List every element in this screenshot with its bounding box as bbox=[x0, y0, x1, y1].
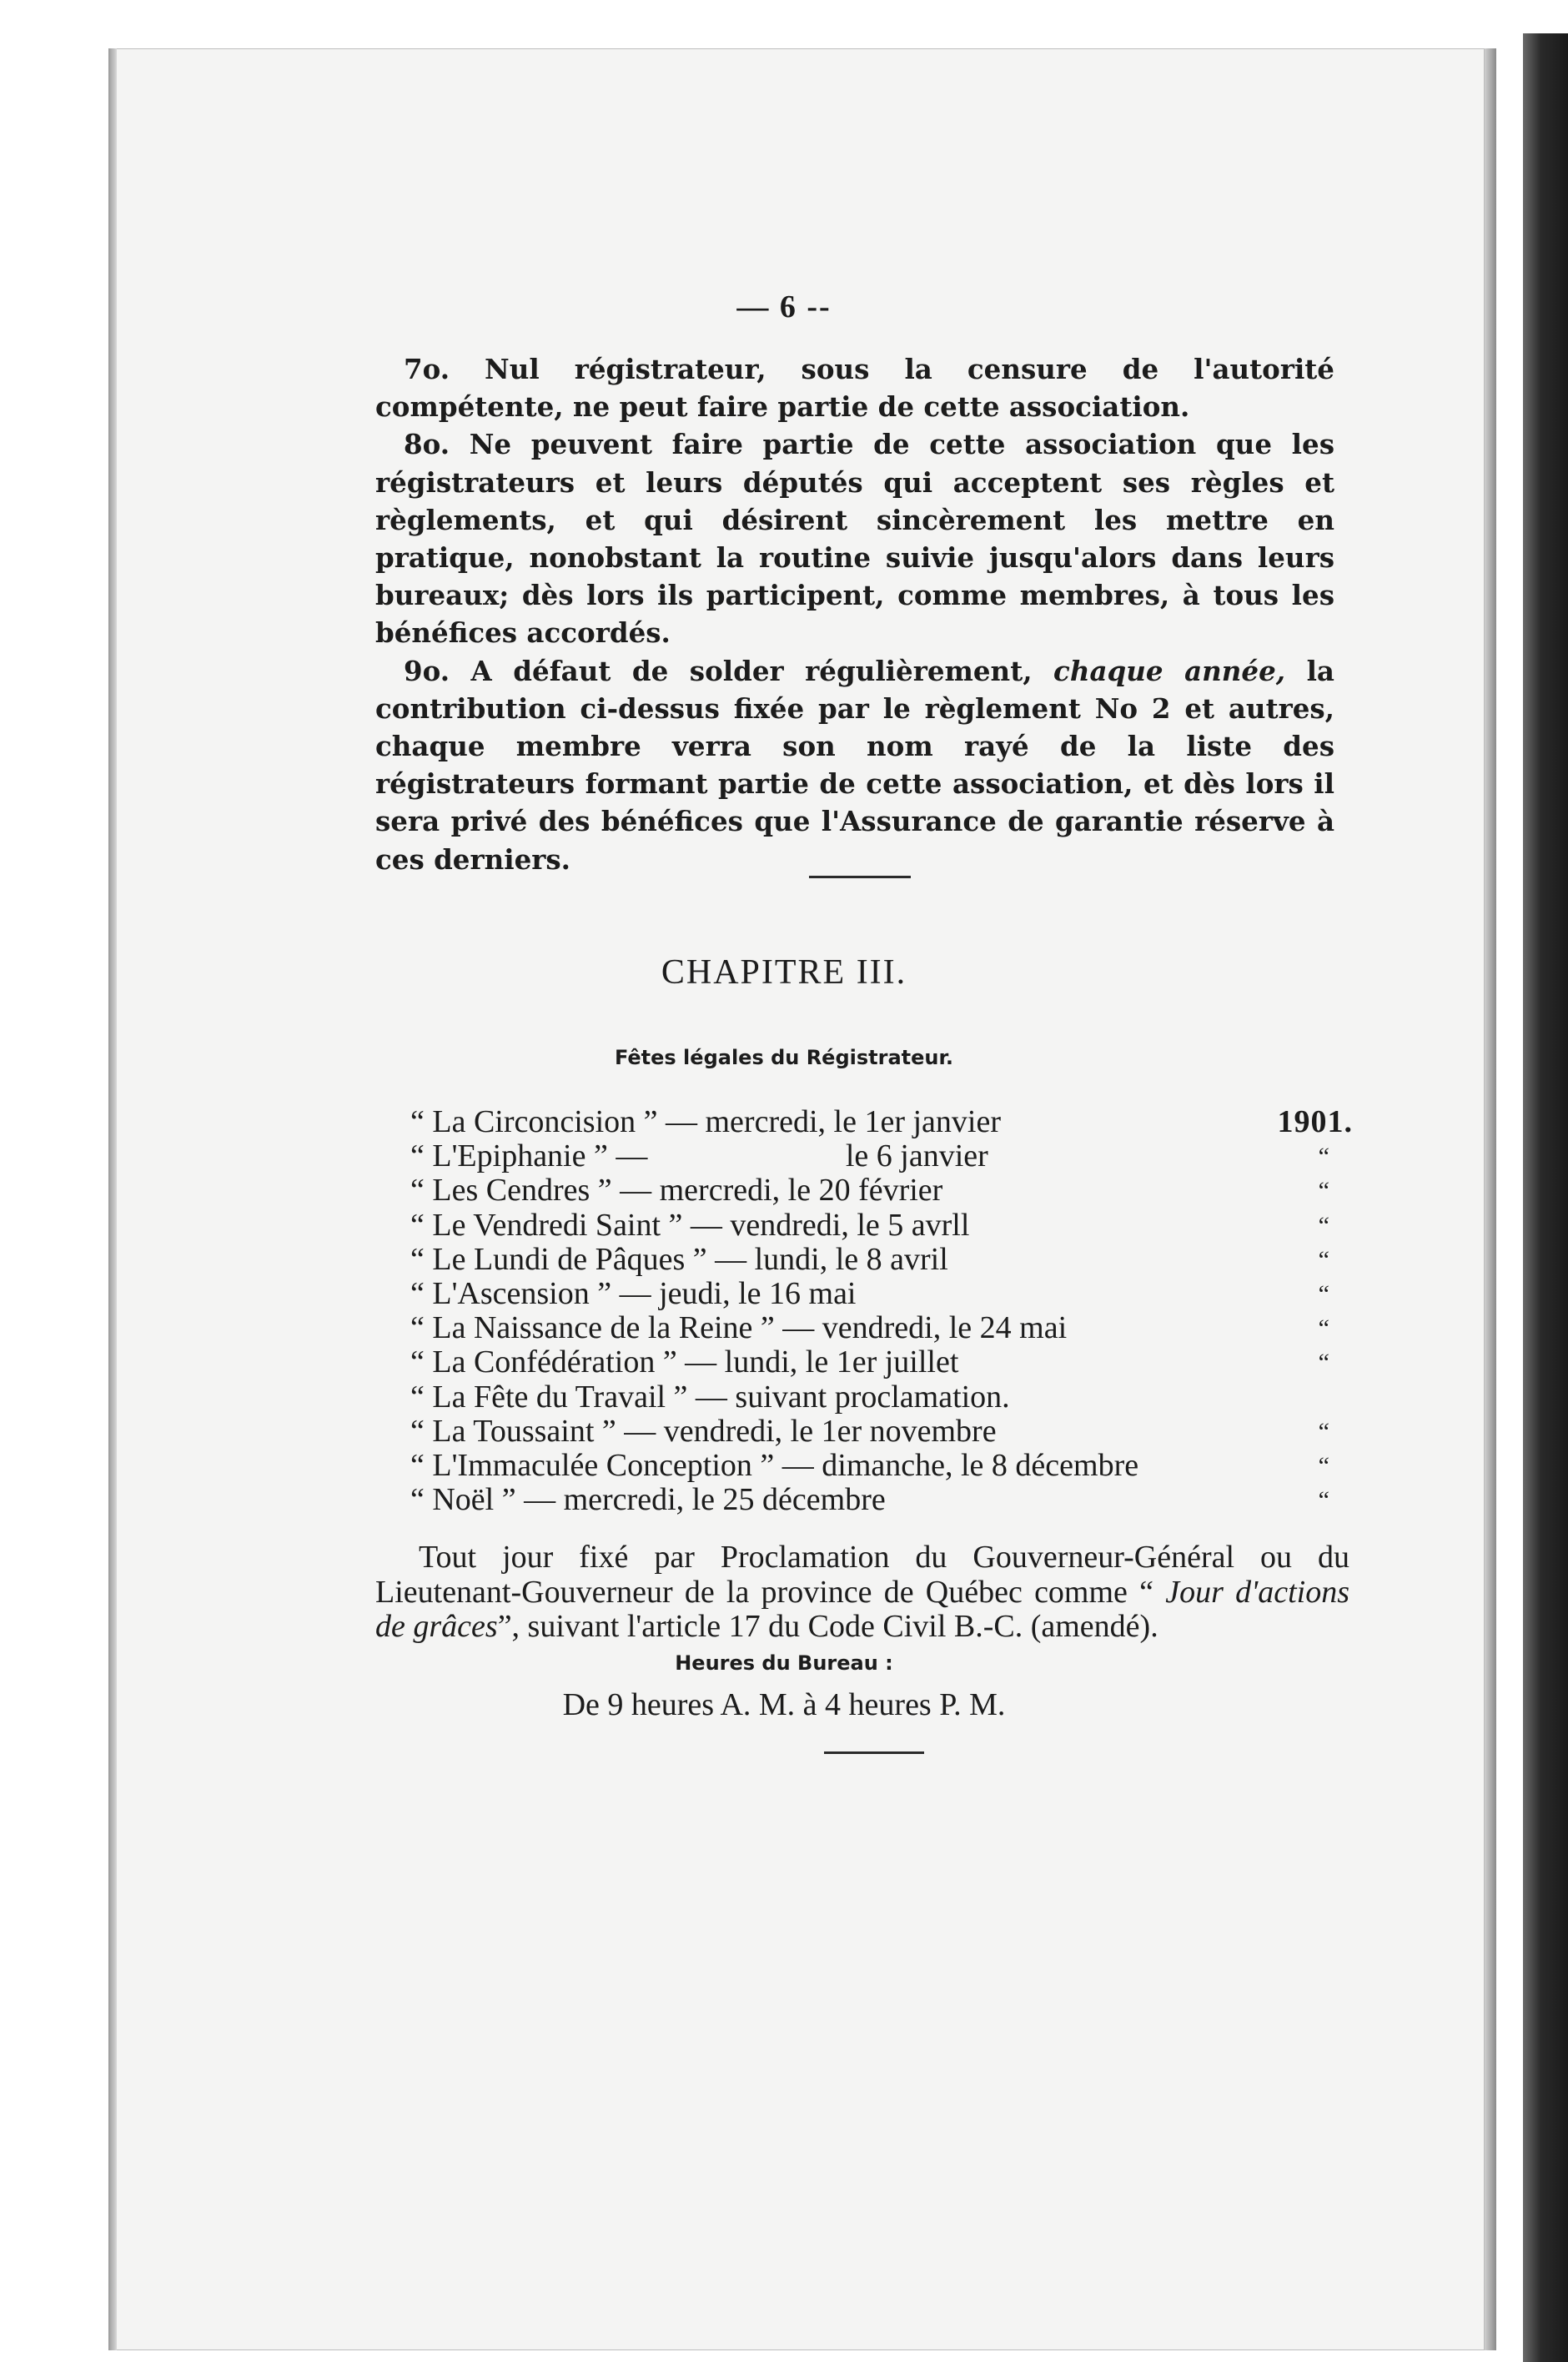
sheet-right-edge bbox=[1485, 48, 1496, 2350]
holiday-row bbox=[410, 1173, 1353, 1208]
ditto-mark: “ bbox=[1318, 1245, 1329, 1274]
holiday-label: “ La Toussaint ” — vendredi, le 1er novembre bbox=[410, 1413, 997, 1449]
holiday-label: “ L'Immaculée Conception ” — dimanche, le 8 décembre bbox=[410, 1447, 1139, 1483]
page-number: — 6 -- bbox=[736, 289, 832, 324]
articles-block bbox=[375, 350, 1334, 878]
chapter-subtitle: Fêtes légales du Régistrateur. bbox=[614, 1046, 954, 1069]
holiday-row bbox=[410, 1415, 1353, 1449]
proclamation-before: Tout jour fixé par Proclamation du Gouverneur-Général ou du Lieutenant-Gouverneur de la province de Québec comme “ bbox=[375, 1540, 1349, 1610]
ditto-mark: “ bbox=[1318, 1177, 1329, 1205]
article-7: 7o. Nul régistrateur, sous la censure de l'autorité compétente, ne peut faire partie de cette association. bbox=[375, 353, 1334, 424]
holiday-label: “ Le Lundi de Pâques ” — lundi, le 8 avril bbox=[410, 1241, 948, 1277]
holiday-row bbox=[410, 1483, 1353, 1517]
holiday-row bbox=[410, 1345, 1353, 1380]
holiday-row bbox=[410, 1139, 1353, 1173]
scan-binding-shadow bbox=[1523, 33, 1568, 2362]
office-hours-heading: Heures du Bureau : bbox=[675, 1651, 893, 1675]
holiday-label: “ Noël ” — mercredi, le 25 décembre bbox=[410, 1482, 886, 1518]
ditto-mark: “ bbox=[1318, 1279, 1329, 1308]
holiday-row bbox=[410, 1449, 1353, 1483]
article-8: 8o. Ne peuvent faire partie de cette association que les régistrateurs et leurs députés qui acceptent ses règles et règlements, et qui désirent sincèrement les mettre en pratique, nonobstant la routine suivie jusqu'alors dans leurs bureaux; dès lors ils participent, comme membres, à tous les bénéfices accordés. bbox=[375, 428, 1334, 650]
sheet-left-edge bbox=[108, 48, 117, 2350]
holiday-row bbox=[410, 1277, 1353, 1311]
holiday-row bbox=[410, 1380, 1353, 1415]
proclamation-text bbox=[375, 1540, 1349, 1645]
holiday-label: “ La Fête du Travail ” — suivant proclamation. bbox=[410, 1379, 1010, 1415]
holiday-year: 1901. bbox=[1277, 1104, 1353, 1139]
holiday-list bbox=[410, 1105, 1353, 1517]
chapter-title: CHAPITRE III. bbox=[661, 953, 907, 992]
proclamation-after: ”, suivant l'article 17 du Code Civil B.-C. (amendé). bbox=[497, 1609, 1158, 1644]
article-9-after: la contribution ci-dessus fixée par le règlement No 2 et autres, chaque membre verra son nom rayé de la liste des régistrateurs formant partie de cette association, et dès lors il sera privé des bénéfices que l'Assurance de garantie réserve à ces derniers. bbox=[375, 654, 1334, 876]
holiday-label: “ L'Ascension ” — jeudi, le 16 mai bbox=[410, 1275, 857, 1311]
holiday-label: “ La Naissance de la Reine ” — vendredi, le 24 mai bbox=[410, 1310, 1068, 1346]
section-divider-top bbox=[809, 876, 911, 878]
ditto-mark: “ bbox=[1318, 1211, 1329, 1239]
article-9 bbox=[375, 652, 1334, 878]
holiday-label: “ Les Cendres ” — mercredi, le 20 février bbox=[410, 1173, 943, 1209]
closing-paragraph bbox=[375, 1540, 1349, 1645]
holiday-label: “ Le Vendredi Saint ” — vendredi, le 5 avrll bbox=[410, 1207, 970, 1243]
article-9-emphasis: chaque année, bbox=[1053, 654, 1286, 687]
holiday-label: “ L'Epiphanie ” — le 6 janvier bbox=[410, 1138, 988, 1174]
holiday-row bbox=[410, 1105, 1353, 1139]
holiday-row bbox=[410, 1243, 1353, 1277]
ditto-mark: “ bbox=[1318, 1314, 1329, 1343]
office-hours-text: De 9 heures A. M. à 4 heures P. M. bbox=[562, 1687, 1006, 1722]
article-9-before: 9o. A défaut de solder régulièrement, bbox=[404, 654, 1054, 687]
ditto-mark: “ bbox=[1318, 1417, 1329, 1445]
holiday-label: “ La Circoncision ” — mercredi, le 1er janvier bbox=[410, 1104, 1001, 1139]
ditto-mark: “ bbox=[1318, 1451, 1329, 1480]
holiday-label: “ La Confédération ” — lundi, le 1er juillet bbox=[410, 1344, 959, 1380]
section-divider-bottom bbox=[824, 1751, 924, 1754]
ditto-mark: “ bbox=[1318, 1349, 1329, 1377]
ditto-mark: “ bbox=[1318, 1143, 1329, 1171]
holiday-row bbox=[410, 1311, 1353, 1345]
ditto-mark: “ bbox=[1318, 1486, 1329, 1515]
holiday-row bbox=[410, 1209, 1353, 1243]
proclamation-emphasis: Jour d'actions de grâces bbox=[375, 1574, 1349, 1644]
